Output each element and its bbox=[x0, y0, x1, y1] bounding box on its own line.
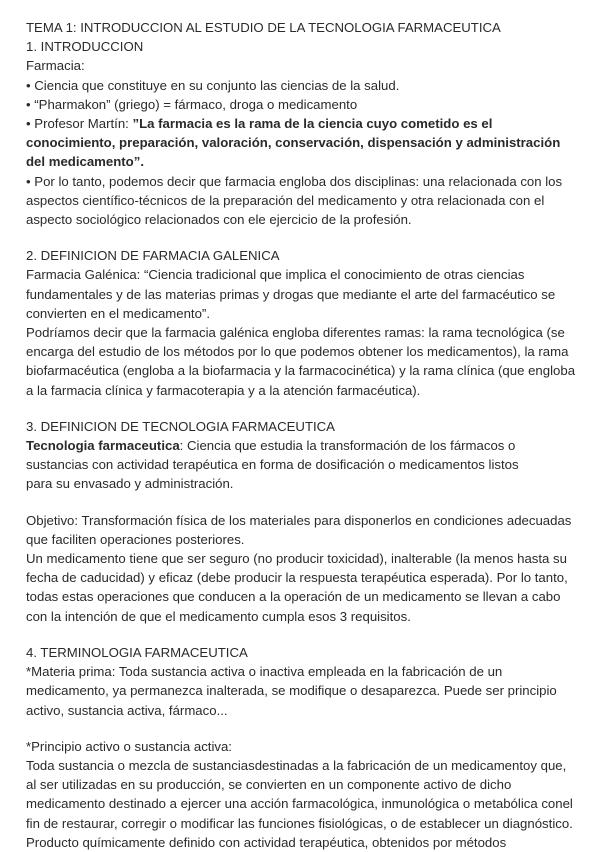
requisitos-paragraph: Un medicamento tiene que ser seguro (no producir toxicidad), inalterable (la menos hasta su fecha de caducidad) y eficaz (debe producir la respuesta terapéutica esperada). Por lo tanto, todas estas operaciones que conducen a la operación de un medicamento se llevan a cabo con la intención de que el medicamento cumpla esos 3 requisitos. bbox=[26, 551, 568, 624]
quote-prefix: • Profesor Martín: bbox=[26, 116, 133, 132]
bullet-pharmakon: • “Pharmakon” (griego) = fármaco, droga o medicamento bbox=[26, 96, 358, 112]
principio-activo-definition: Toda sustancia o mezcla de sustanciasdestinadas a la fabricación de un medicamentoy que, al ser utilizadas en su producción, se convierten en un componente activo de dicho medicamento destinado a ejercer una acción farmacológica, inmunológica o metabólica conel fin de restaurar, corregir o modificar las funciones fisiológicas, o de establecer un diagnóstico. bbox=[26, 757, 573, 831]
section-introduccion bbox=[26, 37, 578, 229]
principio-activo-label: *Principio activo o sustancia activa: bbox=[26, 738, 232, 754]
section-heading: 1. INTRODUCCION bbox=[26, 39, 144, 55]
bullet-ciencia: • Ciencia que constituye en su conjunto las ciencias de la salud. bbox=[26, 77, 400, 93]
quote-bold: ”La farmacia es la rama de la ciencia cuyo cometido es el conocimiento, preparación, valoración, conservación, dispensación y administración del medicamento”. bbox=[26, 116, 561, 170]
farmacia-label: Farmacia: bbox=[26, 58, 85, 74]
materia-prima-paragraph: *Materia prima: Toda sustancia activa o inactiva empleada en la fabricación de un medicamento, ya permanezca inalterada, se modifique o desaparezca. Puede ser principio activo, sustancia activa, fármaco... bbox=[26, 664, 557, 718]
tecnologia-definition bbox=[26, 436, 578, 494]
term-bold: Tecnologia farmaceutica bbox=[26, 438, 180, 454]
document-title: TEMA 1: INTRODUCCION AL ESTUDIO DE LA TECNOLOGIA FARMACEUTICA bbox=[26, 20, 501, 35]
section-heading: 4. TERMINOLOGIA FARMACEUTICA bbox=[26, 644, 248, 660]
definition-line-1: : Ciencia que estudia la transformación de los fármacos o bbox=[179, 438, 516, 454]
section-heading: 3. DEFINICION DE TECNOLOGIA FARMACEUTICA bbox=[26, 418, 335, 434]
producto-quimico-paragraph: Producto químicamente definido con actividad terapéutica, obtenidos por métodos bbox=[26, 834, 507, 850]
galenica-definition: Farmacia Galénica: “Ciencia tradicional que implica el conocimiento de otras ciencias fundamentales y de las materias primas y drogas que mediante el arte del farmacéutico se convierten en el medicamento”. bbox=[26, 267, 556, 321]
bullet-profesor-martin bbox=[26, 114, 578, 172]
section-tecnologia-farmaceutica bbox=[26, 417, 578, 626]
section-terminologia bbox=[26, 643, 578, 852]
definition-line-2: sustancias con actividad terapéutica en forma de dosificación o medicamentos listos bbox=[26, 457, 519, 473]
section-farmacia-galenica bbox=[26, 246, 578, 400]
galenica-ramas: Podríamos decir que la farmacia galénica engloba diferentes ramas: la rama tecnológica (se encarga del estudio de los métodos por lo que podemos obtener los medicamentos), la rama biofarmacéutica (engloba a la biofarmacia y la farmacocinética) y la rama clínica (que engloba a la farmacia clínica y farmacoterapia y a la atención farmacéutica). bbox=[26, 325, 576, 398]
bullet-disciplinas: • Por lo tanto, podemos decir que farmacia engloba dos disciplinas: una relacionada con los aspectos científico-técnicos de la preparación del medicamento y otra relacionada con el aspecto sociológico relacionados con ele ejercicio de la profesión. bbox=[26, 173, 563, 228]
definition-line-3: para su envasado y administración. bbox=[26, 476, 234, 492]
section-heading: 2. DEFINICION DE FARMACIA GALENICA bbox=[26, 248, 280, 264]
objetivo-paragraph: Objetivo: Transformación física de los materiales para disponerlos en condiciones adecuadas que faciliten operaciones posteriores. bbox=[26, 512, 572, 547]
